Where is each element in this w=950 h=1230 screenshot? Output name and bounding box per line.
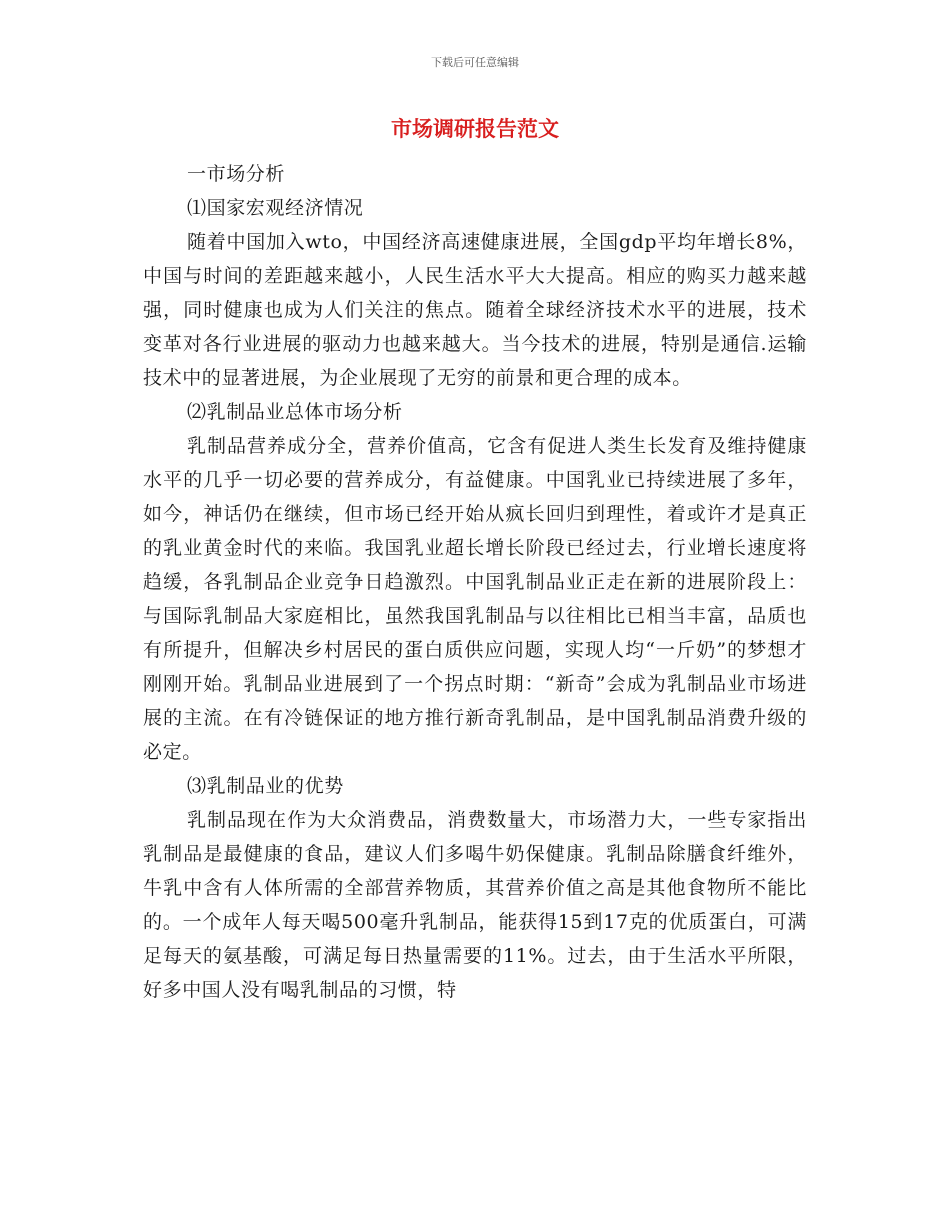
subsection-heading-dairy-market: ⑵乳制品业总体市场分析 [187, 401, 403, 423]
body-paragraph: 乳制品现在作为大众消费品，消费数量大，市场潜力大，一些专家指出乳制品是最健康的食品，建议人们多喝牛奶保健康。乳制品除膳食纤维外，牛乳中含有人体所需的全部营养物质，其营养价值之高是其他食物所不能比的。一个成年人每天喝500毫升乳制品，能获得15到17克的优质蛋白，可满足每天的氨基酸，可满足每日热量需要的11%。过去，由于生活水平所限，好多中国人没有喝乳制品的习惯，特 [143, 809, 807, 1001]
section-heading-market-analysis: 一市场分析 [187, 163, 286, 185]
body-paragraph: 随着中国加入wto，中国经济高速健康进展，全国gdp平均年增长8%，中国与时间的差距越来越小，人民生活水平大大提高。相应的购买力越来越强，同时健康也成为人们关注的焦点。随着全球经济技术水平的进展，技术变革对各行业进展的驱动力也越来越大。当今技术的进展，特别是通信.运输技术中的显著进展，为企业展现了无穷的前景和更合理的成本。 [143, 231, 807, 389]
subsection-heading-macro-economy: ⑴国家宏观经济情况 [187, 197, 364, 219]
header-note: 下载后可任意编辑 [431, 56, 519, 69]
document-title: 市场调研报告范文 [391, 117, 559, 141]
document-body [143, 157, 807, 1007]
body-paragraph: 乳制品营养成分全，营养价值高，它含有促进人类生长发育及维持健康水平的几乎一切必要的营养成分，有益健康。中国乳业已持续进展了多年，如今，神话仍在继续，但市场已经开始从疯长回归到理性，着或许才是真正的乳业黄金时代的来临。我国乳业超长增长阶段已经过去，行业增长速度将趋缓，各乳制品企业竞争日趋激烈。中国乳制品业正走在新的进展阶段上：与国际乳制品大家庭相比，虽然我国乳制品与以往相比已相当丰富，品质也有所提升，但解决乡村居民的蛋白质供应问题，实现人均“一斤奶”的梦想才刚刚开始。乳制品业进展到了一个拐点时期：“新奇”会成为乳制品业市场进展的主流。在有冷链保证的地方推行新奇乳制品，是中国乳制品消费升级的必定。 [143, 435, 807, 763]
subsection-heading-dairy-advantages: ⑶乳制品业的优势 [187, 775, 344, 797]
